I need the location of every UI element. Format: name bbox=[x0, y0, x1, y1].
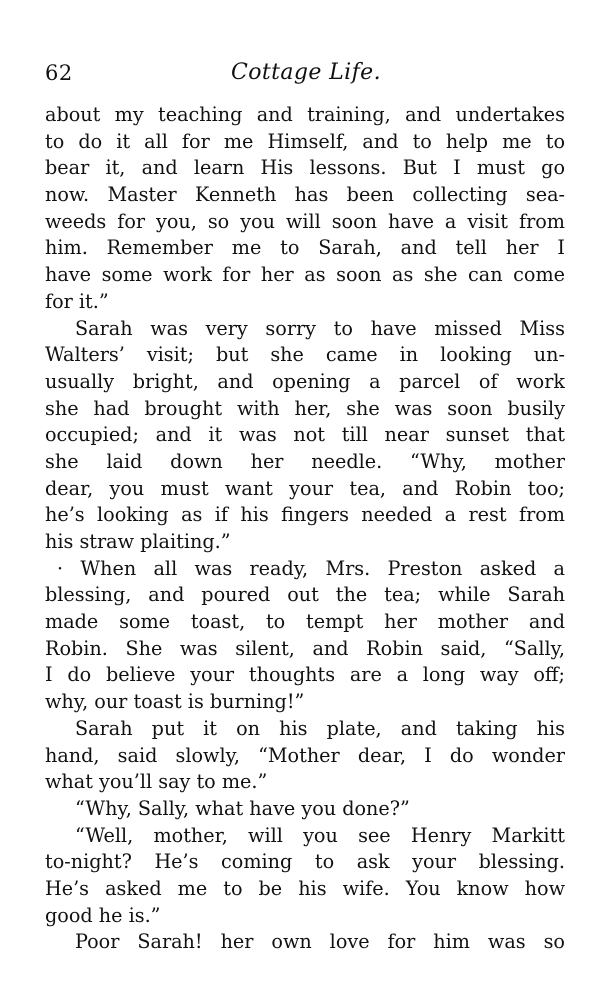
text-line: have some work for her as soon as she can come bbox=[45, 263, 565, 287]
text-line: hand, said slowly, “Mother dear, I do wonder bbox=[45, 743, 565, 767]
text-line: he’s looking as if his fingers needed a rest from bbox=[45, 503, 565, 527]
text-line: blessing, and poured out the tea; while Sarah bbox=[45, 583, 565, 607]
text-line: to-night? He’s coming to ask your blessing. bbox=[45, 850, 565, 874]
text-line: Sarah put it on his plate, and taking his bbox=[75, 716, 565, 740]
text-line: Sarah was very sorry to have missed Miss bbox=[75, 316, 565, 340]
text-line: He’s asked me to be his wife. You know how bbox=[45, 876, 565, 900]
text-line: Robin. She was silent, and Robin said, “Sally, bbox=[45, 636, 565, 660]
running-title: Cottage Life. bbox=[231, 60, 381, 85]
text-line: occupied; and it was not till near sunset that bbox=[45, 423, 565, 447]
text-line: usually bright, and opening a parcel of work bbox=[45, 369, 565, 393]
text-line: weeds for you, so you will soon have a visit from bbox=[45, 209, 565, 233]
text-line: him. Remember me to Sarah, and tell her I bbox=[45, 236, 565, 260]
text-line: for it.” bbox=[45, 289, 109, 313]
text-line: she laid down her needle. “Why, mother bbox=[45, 449, 565, 473]
text-line: now. Master Kenneth has been collecting sea- bbox=[45, 183, 565, 207]
page-header bbox=[45, 58, 565, 90]
text-line: bear it, and learn His lessons. But I must go bbox=[45, 156, 565, 180]
text-line: made some toast, to tempt her mother and bbox=[45, 610, 565, 634]
text-line: I do believe your thoughts are a long way off; bbox=[45, 663, 565, 687]
text-line: Poor Sarah! her own love for him was so bbox=[75, 930, 565, 954]
page-number: 62 bbox=[45, 61, 73, 85]
text-line: his straw plaiting.” bbox=[45, 530, 231, 553]
text-line: why, our toast is burning!” bbox=[45, 690, 305, 714]
text-line: what you’ll say to me.” bbox=[45, 770, 268, 794]
text-line: to do it all for me Himself, and to help me to bbox=[45, 129, 565, 153]
body-text bbox=[45, 102, 565, 956]
text-line: dear, you must want your tea, and Robin too; bbox=[45, 476, 565, 500]
text-line: she had brought with her, she was soon busily bbox=[45, 396, 565, 420]
text-line: “Well, mother, will you see Henry Markitt bbox=[75, 823, 565, 847]
text-line: about my teaching and training, and undertakes bbox=[45, 103, 565, 126]
text-line: “Why, Sally, what have you done?” bbox=[75, 796, 410, 820]
text-line: · When all was ready, Mrs. Preston asked a bbox=[57, 556, 565, 580]
text-line: Walters’ visit; but she came in looking un- bbox=[45, 343, 565, 367]
text-line: good he is.” bbox=[45, 903, 161, 927]
